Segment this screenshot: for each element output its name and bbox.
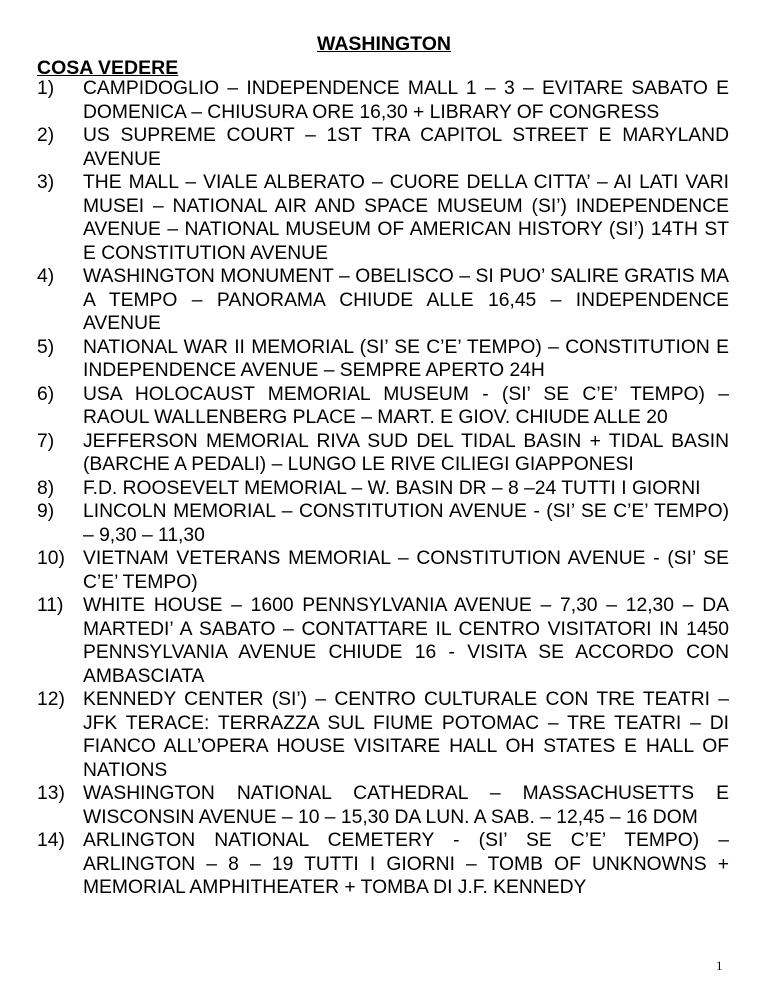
list-item-text: ARLINGTON NATIONAL CEMETERY - (SI’ SE C’E’ TEMPO) – ARLINGTON – 8 – 19 TUTTI I GIORNI – TOMB OF UNKNOWNS + MEMORIAL AMPHITHEATER + TOMBA DI J.F. KENNEDY xyxy=(83,830,729,898)
list-item xyxy=(37,77,729,124)
document-title: WASHINGTON xyxy=(317,33,451,55)
list-item-text: LINCOLN MEMORIAL – CONSTITUTION AVENUE - (SI’ SE C’E’ TEMPO) – 9,30 – 11,30 xyxy=(83,501,729,546)
list-item-number: 1) xyxy=(37,78,55,99)
list-item xyxy=(37,265,729,336)
attractions-list xyxy=(37,77,729,900)
list-item-number: 14) xyxy=(37,830,65,851)
list-item-number: 10) xyxy=(37,548,65,569)
list-item-number: 4) xyxy=(37,266,55,287)
list-item xyxy=(37,430,729,477)
list-item-text: KENNEDY CENTER (SI’) – CENTRO CULTURALE CON TRE TEATRI – JFK TERACE: TERRAZZA SUL FIUME POTOMAC – TRE TEATRI – DI FIANCO ALL’OPERA HOUSE VISITARE HALL OH STATES E HALL OF NATIONS xyxy=(83,689,729,781)
list-item-number: 7) xyxy=(37,430,55,452)
list-item xyxy=(37,124,729,171)
list-item xyxy=(37,688,729,782)
list-item-text: WHITE HOUSE – 1600 PENNSYLVANIA AVENUE – 7,30 – 12,30 – DA MARTEDI’ A SABATO – CONTATTARE IL CENTRO VISITATORI IN 1450 PENNSYLVANIA AVENUE CHIUDE 16 - VISITA SE ACCORDO CON AMBASCIATA xyxy=(83,595,729,687)
list-item xyxy=(37,500,729,547)
list-item-number: 12) xyxy=(37,689,65,710)
list-item-number: 8) xyxy=(37,477,55,499)
list-item xyxy=(37,171,729,265)
list-item xyxy=(37,782,729,829)
list-item xyxy=(37,829,729,900)
section-heading: COSA VEDERE xyxy=(37,57,179,79)
list-item-text: WASHINGTON MONUMENT – OBELISCO – SI PUO’ SALIRE GRATIS MA A TEMPO – PANORAMA CHIUDE ALLE 16,45 – INDEPENDENCE AVENUE xyxy=(83,266,729,334)
list-item-text: NATIONAL WAR II MEMORIAL (SI’ SE C’E’ TEMPO) – CONSTITUTION E INDEPENDENCE AVENUE – SEMPRE APERTO 24H xyxy=(83,336,729,381)
list-item-number: 2) xyxy=(37,125,55,146)
list-item-text: US SUPREME COURT – 1ST TRA CAPITOL STREET E MARYLAND AVENUE xyxy=(83,125,729,170)
list-item-text: VIETNAM VETERANS MEMORIAL – CONSTITUTION AVENUE - (SI’ SE C’E’ TEMPO) xyxy=(83,548,729,593)
list-item-number: 11) xyxy=(37,595,64,616)
list-item-text: F.D. ROOSEVELT MEMORIAL – W. BASIN DR – 8 –24 TUTTI I GIORNI xyxy=(83,477,701,499)
list-item-text: THE MALL – VIALE ALBERATO – CUORE DELLA CITTA’ – AI LATI VARI MUSEI – NATIONAL AIR AND SPACE MUSEUM (SI’) INDEPENDENCE AVENUE – NATIONAL MUSEUM OF AMERICAN HISTORY (SI’) 14TH ST E CONSTITUTION AVENUE xyxy=(83,172,729,264)
list-item-number: 13) xyxy=(37,783,65,804)
list-item xyxy=(37,477,729,501)
list-item-number: 9) xyxy=(37,501,55,522)
list-item-text: JEFFERSON MEMORIAL RIVA SUD DEL TIDAL BASIN + TIDAL BASIN (BARCHE A PEDALI) – LUNGO LE RIVE CILIEGI GIAPPONESI xyxy=(83,430,729,475)
list-item xyxy=(37,547,729,594)
list-item-text: WASHINGTON NATIONAL CATHEDRAL – MASSACHUSETTS E WISCONSIN AVENUE – 10 – 15,30 DA LUN. A SAB. – 12,45 – 16 DOM xyxy=(83,783,729,828)
list-item xyxy=(37,383,729,430)
list-item-text: CAMPIDOGLIO – INDEPENDENCE MALL 1 – 3 – EVITARE SABATO E DOMENICA – CHIUSURA ORE 16,30 + LIBRARY OF CONGRESS xyxy=(83,78,729,123)
list-item xyxy=(37,336,729,383)
list-item-text: USA HOLOCAUST MEMORIAL MUSEUM - (SI’ SE C’E’ TEMPO) – RAOUL WALLENBERG PLACE – MART. E GIOV. CHIUDE ALLE 20 xyxy=(83,383,729,428)
list-item-number: 5) xyxy=(37,336,55,358)
list-item-number: 6) xyxy=(37,383,55,405)
list-item xyxy=(37,594,729,688)
page-number: 1 xyxy=(716,958,723,973)
list-item-number: 3) xyxy=(37,172,55,193)
